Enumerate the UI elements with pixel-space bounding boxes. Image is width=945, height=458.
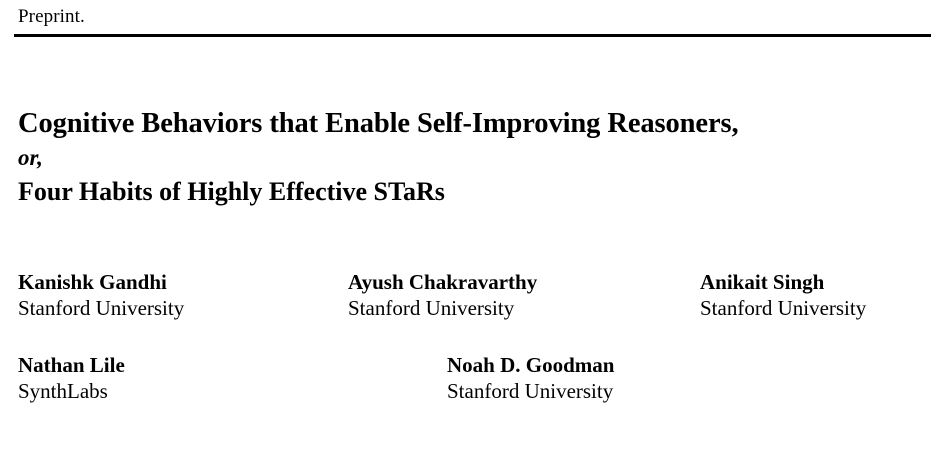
author-noah-d-goodman: [447, 353, 747, 404]
preprint-note: Preprint.: [18, 6, 85, 27]
author-affiliation: SynthLabs: [18, 379, 108, 403]
author-name: Noah D. Goodman: [447, 353, 615, 377]
author-affiliation: Stanford University: [700, 296, 867, 320]
paper-title: [14, 107, 931, 208]
author-kanishk-gandhi: [18, 270, 348, 321]
author-row-2: [18, 353, 931, 404]
title-line-3: Four Habits of Highly Effective STaRs: [18, 177, 445, 206]
author-row-1: [18, 270, 931, 321]
author-ayush-chakravarthy: [348, 270, 700, 321]
author-affiliation: Stanford University: [348, 296, 515, 320]
header-divider: [14, 34, 931, 37]
author-nathan-lile: [18, 353, 447, 404]
author-anikait-singh: [700, 270, 930, 321]
author-name: Nathan Lile: [18, 353, 125, 377]
author-name: Anikait Singh: [700, 270, 825, 294]
author-affiliation: Stanford University: [447, 379, 614, 403]
title-line-2: or,: [18, 145, 43, 170]
author-name: Ayush Chakravarthy: [348, 270, 538, 294]
author-affiliation: Stanford University: [18, 296, 185, 320]
author-name: Kanishk Gandhi: [18, 270, 167, 294]
author-block: [14, 270, 931, 404]
title-line-1: Cognitive Behaviors that Enable Self-Improving Reasoners,: [18, 108, 739, 139]
